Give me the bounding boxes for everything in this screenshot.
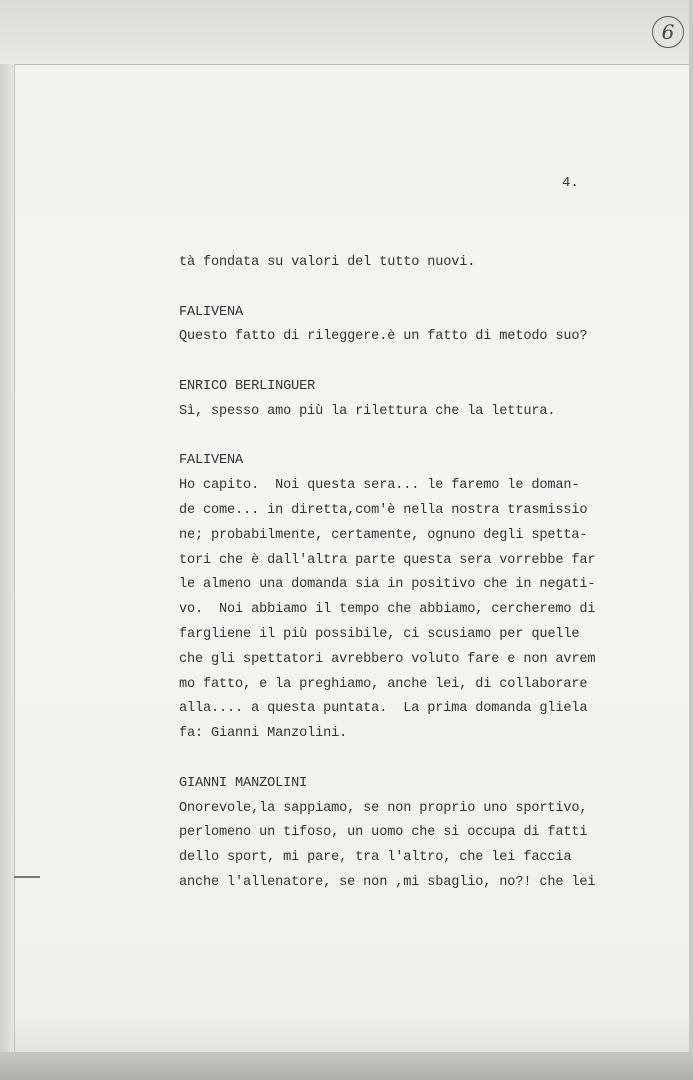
text-line: vo. Noi abbiamo il tempo che abbiamo, cercheremo di — [179, 602, 596, 618]
text-line: fargliene il più possibile, ci scusiamo per quelle — [179, 626, 580, 642]
text-line: ne; probabilmente, certamente, ognuno degli spetta- — [179, 527, 588, 543]
speaker-name: FALIVENA — [179, 304, 244, 320]
circled-number-stamp: 6 — [652, 16, 684, 48]
page-bottom-strip — [0, 1052, 693, 1080]
right-edge — [689, 0, 693, 1080]
text-line: tà fondata su valori del tutto nuovi. — [179, 255, 476, 270]
page-number: 4. — [562, 175, 579, 191]
blank-line — [179, 747, 649, 772]
blank-line — [179, 350, 649, 375]
text-line: Questo fatto di rileggere.è un fatto di metodo suo? — [179, 329, 588, 345]
text-line: dello sport, mi pare, tra l'altro, che lei faccia — [179, 850, 572, 866]
speaker-name: FALIVENA — [179, 453, 244, 469]
text-line: le almeno una domanda sia in positivo che in negati- — [179, 577, 596, 593]
text-line: fa: Gianni Manzolini. — [179, 726, 348, 742]
margin-mark — [14, 876, 40, 878]
page-top-strip — [0, 0, 693, 65]
text-line: Onorevole,la sappiamo, se non proprio uno sportivo, — [179, 800, 588, 816]
text-line: tori che è dall'altra parte questa sera vorrebbe far — [179, 552, 596, 568]
transcript-body — [179, 251, 649, 896]
blank-line — [179, 425, 649, 450]
text-line: de come... in diretta,com'è nella nostra trasmissio — [179, 502, 588, 518]
blank-line — [179, 276, 649, 301]
text-line: mo fatto, e la preghiamo, anche lei, di collaborare — [179, 676, 588, 692]
text-line: anche l'allenatore, se non ,mi sbaglio, no?! che lei — [179, 874, 596, 890]
speaker-name: GIANNI MANZOLINI — [179, 775, 308, 791]
text-line: Ho capito. Noi questa sera... le faremo le doman- — [179, 478, 580, 494]
speaker-name: ENRICO BERLINGUER — [179, 378, 316, 394]
text-line: che gli spettatori avrebbero voluto fare e non avrem — [179, 651, 596, 667]
text-line: perlomeno un tifoso, un uomo che si occupa di fatti — [179, 825, 588, 841]
left-margin — [0, 64, 15, 1054]
text-line: alla.... a questa puntata. La prima domanda gliela — [179, 701, 588, 717]
text-line: Sì, spesso amo più la rilettura che la lettura. — [179, 403, 556, 419]
